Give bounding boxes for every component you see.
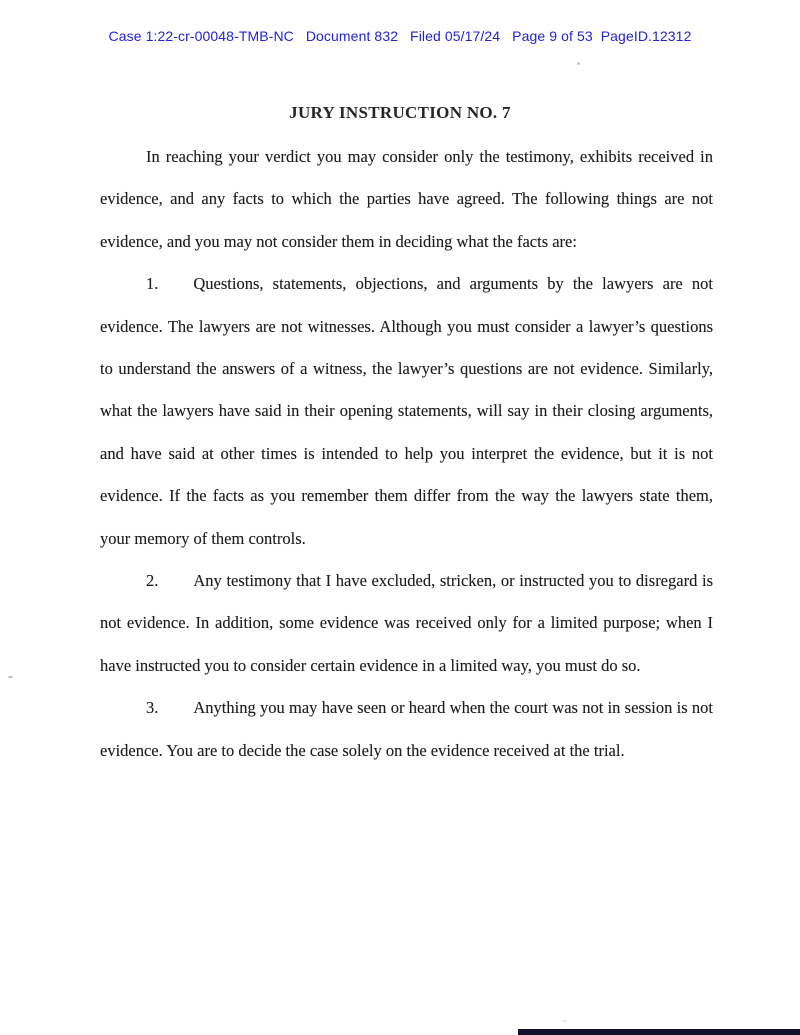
numbered-paragraph-2	[100, 560, 713, 687]
intro-paragraph	[100, 136, 713, 263]
paragraph-number: 2.	[146, 571, 159, 591]
numbered-paragraph-1	[100, 263, 713, 560]
paragraph-number: 3.	[146, 698, 159, 718]
scan-speck	[577, 62, 580, 65]
paragraph-text: Questions, statements, objections, and arguments by the lawyers are not evidence. The lawyers are not witnesses. Although you must consider a lawyer’s questions to understand the answers of a witness, the lawyer’s questions are not evidence. Similarly, what the lawyers have said in their opening statements, will say in their closing arguments, and have said at other times is intended to help you interpret the evidence, but it is not evidence. If the facts as you remember them differ from the way the lawyers state them, your memory of them controls.	[100, 274, 713, 548]
page-title: JURY INSTRUCTION NO. 7	[289, 103, 511, 122]
paragraph-text: Anything you may have seen or heard when the court was not in session is not evidence. You are to decide the case solely on the evidence received at the trial.	[100, 698, 713, 760]
paragraph-text: Any testimony that I have excluded, stricken, or instructed you to disregard is not evidence. In addition, some evidence was received only for a limited purpose; when I have instructed you to consider certain evidence in a limited way, you must do so.	[100, 571, 713, 675]
court-filing-stamp: Case 1:22-cr-00048-TMB-NC Document 832 Filed 05/17/24 Page 9 of 53 PageID.12312	[108, 28, 692, 44]
document-body	[100, 136, 713, 772]
paragraph-number: 1.	[146, 274, 159, 294]
numbered-paragraph-3	[100, 687, 713, 772]
scan-edge-artifact-bar	[518, 1029, 800, 1035]
scan-speck	[8, 676, 13, 678]
paragraph-text: In reaching your verdict you may consider only the testimony, exhibits received in evidence, and any facts to which the parties have agreed. The following things are not evidence, and you may not consider them in deciding what the facts are:	[100, 147, 713, 251]
scan-speck	[563, 1020, 566, 1022]
